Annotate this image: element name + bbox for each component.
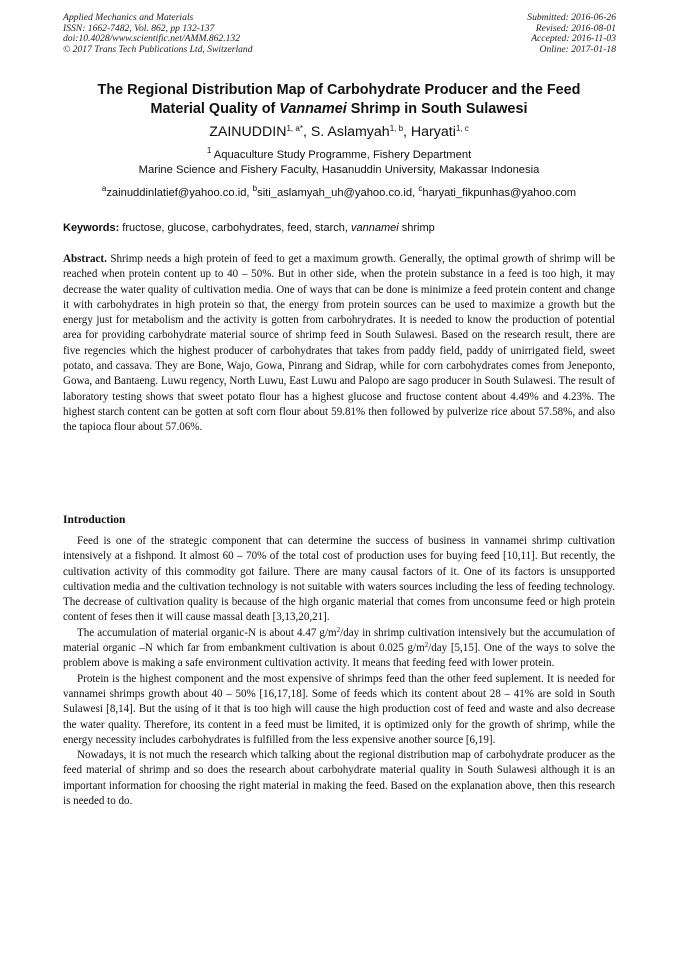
intro-p2-part-b: /day in shrimp cultivation intensively but the accumulation of material organic –N which far from embankment cultivation is about 0.025 g/m bbox=[63, 626, 615, 655]
author-list bbox=[40, 123, 638, 141]
author-2-affil: 1, b bbox=[389, 124, 404, 133]
author-3: , Haryati bbox=[403, 124, 456, 140]
intro-p2-part-a: The accumulation of material organic-N is about 4.47 g/m bbox=[77, 626, 337, 639]
intro-paragraph-1: Feed is one of the strategic component that can determine the success of business in vannamei shrimp cultivation intensively at a fishpond. It almost 60 – 70% of the total cost of production uses for buying feed [10,11]. But recently, the cultivation activity of this commodity got failure. There are many causal factors of it. One of its factors is unsupported cultivation media and the cultivation technology is not suitable with waters sources including the less of feeding technology. The decrease of cultivation quality is because of the high organic material that comes from unconsume feed or high protein content of feses then it will cause massal death [3,13,20,21]. bbox=[63, 535, 615, 624]
accepted-date: Accepted: 2016-11-03 bbox=[531, 33, 616, 45]
online-date: Online: 2017-01-18 bbox=[539, 43, 616, 55]
keywords-text: fructose, glucose, carbohydrates, feed, starch, bbox=[119, 222, 351, 234]
email-c: haryati_fikpunhas@yahoo.com bbox=[422, 187, 577, 199]
affiliation-number: 1 bbox=[206, 146, 212, 155]
revised-date: Revised: 2016-08-01 bbox=[535, 22, 616, 34]
author-1-affil: 1, a* bbox=[286, 124, 303, 133]
intro-p2-part-c: /day [5,15]. One of the ways to solve the problem above is making a safe environment cultivation activity. It means that feeding feed with lower protein. bbox=[63, 642, 615, 670]
intro-paragraph-3: Protein is the highest component and the most expensive of shrimps feed than the other feed suplement. It is needed for vannamei shrimps growth about 40 – 50% [16,17,18]. Some of feeds which its content about 28 – 41% are sold in South Sulawesi [8,14]. But the using of it that is too high will cause the high production cost of feed and waste and also decrease the water quality. Therefore, its content in a feed must be limited, it is optimized only for the growth of shrimp, while the energy necessity includes carbohydrates is fulfilled from the less expensive another source [6,19]. bbox=[63, 672, 615, 746]
email-a: zainuddinlatief@yahoo.co.id, bbox=[106, 187, 253, 199]
submitted-date: Submitted: 2016-06-26 bbox=[527, 12, 616, 23]
email-b-marker: b bbox=[252, 184, 258, 193]
journal-name: Applied Mechanics and Materials bbox=[63, 12, 194, 23]
introduction-heading: Introduction bbox=[63, 514, 126, 526]
author-emails bbox=[40, 186, 638, 200]
affiliation-line-2: Marine Science and Fishery Faculty, Hasanuddin University, Makassar Indonesia bbox=[138, 163, 540, 176]
author-2: , S. Aslamyah bbox=[302, 124, 390, 140]
keywords bbox=[63, 221, 615, 235]
intro-p2-sup-2: 2 bbox=[424, 641, 429, 650]
title-line-1: The Regional Distribution Map of Carbohydrate Producer and the Feed bbox=[97, 82, 581, 98]
email-a-marker: a bbox=[101, 184, 107, 193]
introduction-body bbox=[63, 534, 615, 809]
title-text: Material Quality of bbox=[150, 100, 280, 117]
keywords-label: Keywords: bbox=[63, 222, 120, 234]
title-italic-term: Vannamei bbox=[279, 100, 347, 117]
author-3-affil: 1, c bbox=[455, 124, 469, 133]
email-c-marker: c bbox=[418, 184, 423, 193]
issn-line: ISSN: 1662-7482, Vol. 862, pp 132-137 bbox=[63, 22, 215, 34]
email-b: siti_aslamyah_uh@yahoo.co.id, bbox=[257, 187, 419, 199]
keywords-italic-term: vannamei bbox=[350, 222, 399, 234]
title-text-tail: Shrimp in South Sulawesi bbox=[346, 100, 528, 117]
keywords-tail: shrimp bbox=[398, 222, 435, 234]
paper-title bbox=[40, 81, 638, 118]
abstract-text: Shrimp needs a high protein of feed to get a maximum growth. Generally, the optimal growth of shrimp will be reached when protein content up to 40 – 50%. But in other side, when the protein substance in a feed is too high, it may decrease the water quality of cultivation media. One of ways that can be done is minimize a feed protein content and change it with carbohydrates in high protein so that, the energy from protein sources can be used to maximize a growth but the energy just for metabolism and the activity is gotten from carbohrydrates. It is needed to know the production of potential area for providing carbohydrate material source of shrimp feed in South Sulawesi. Based on the research result, there are five regencies which the highest producer of carbohydrates that takes from paddy field, paddy of unirrigated field, sweet potato, and cassava. They are Bone, Wajo, Gowa, Pinrang and Sidrap, while for corn carbohydrates comes from Jeneponto, Gowa, and Bantaeng. Luwu regency, North Luwu, East Luwu and Palopo are sago producer in South Sulawesi. The result of laboratory testing shows that sweet potato flour has a highest glucose and fructose content about 4.49% and 4.23%. The highest starch content can be gotten at soft corn flour about 59.81% then followed by pulverize rice about 57.58%, and also the tapioca flour about 57.06%. bbox=[63, 253, 615, 434]
abstract-label: Abstract. bbox=[63, 253, 107, 265]
dates-header bbox=[527, 13, 616, 55]
copyright-line: © 2017 Trans Tech Publications Ltd, Switzerland bbox=[63, 43, 253, 55]
affiliation bbox=[40, 148, 638, 177]
journal-header bbox=[63, 13, 253, 55]
author-1: ZAINUDDIN bbox=[209, 124, 287, 140]
abstract bbox=[63, 252, 615, 436]
doi-line: doi:10.4028/www.scientific.net/AMM.862.132 bbox=[63, 33, 241, 45]
affiliation-department: Aquaculture Study Programme, Fishery Department bbox=[211, 149, 472, 161]
intro-p2-sup-1: 2 bbox=[336, 625, 341, 634]
affiliation-line-1 bbox=[40, 148, 638, 163]
intro-paragraph-2 bbox=[63, 626, 615, 672]
title-line-2 bbox=[40, 100, 638, 119]
intro-paragraph-4: Nowadays, it is not much the research which talking about the regional distribution map of carbohydrate producer as the feed material of shrimp and so does the research about carbohydrate material quality in South Sulawesi although it is an important information for choosing the right material in making the feed. Based on the explanation above, then this research is needed to do. bbox=[63, 749, 615, 808]
